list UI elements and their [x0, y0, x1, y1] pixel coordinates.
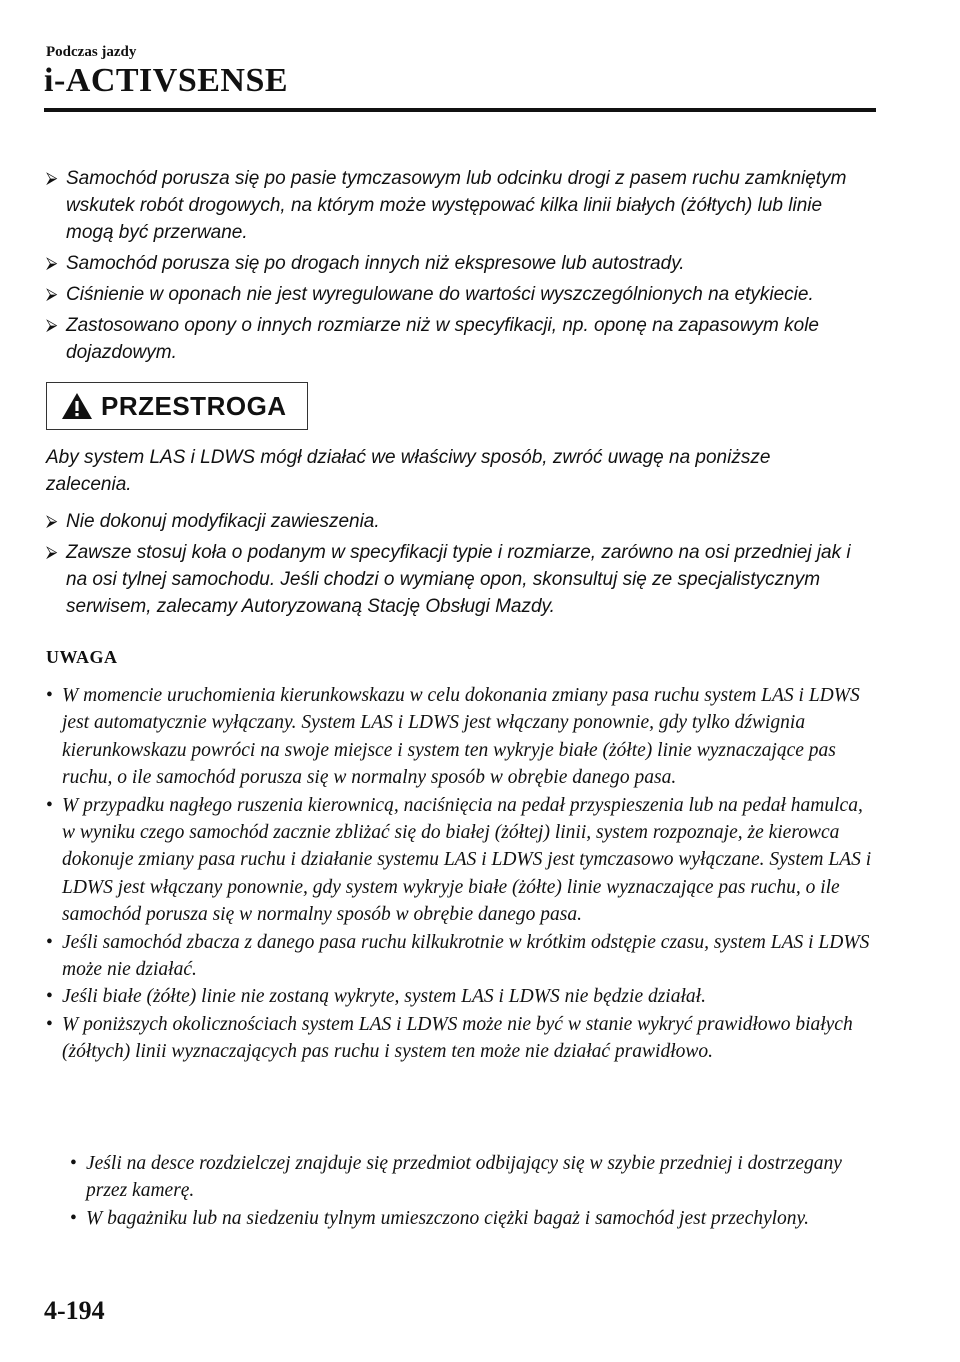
caution-label: PRZESTROGA	[101, 390, 287, 421]
note-heading: UWAGA	[46, 647, 118, 667]
list-item: ⮚ Samochód porusza się po drogach innych niż ekspresowe lub autostrady.	[46, 250, 866, 277]
dot-bullet-icon: •	[46, 794, 53, 816]
arrow-bullet-icon: ⮚	[46, 544, 58, 561]
caution-intro: Aby system LAS i LDWS mógł działać we właściwy sposób, zwróć uwagę na poniższe zalecenia.	[46, 447, 771, 495]
list-item: ⮚ Zastosowano opony o innych rozmiarze niż w specyfikacji, np. oponę na zapasowym kole dojazdowym.	[46, 312, 866, 366]
dot-bullet-icon: •	[70, 1153, 77, 1174]
dot-bullet-icon: •	[46, 685, 53, 706]
arrow-bullet-icon: ⮚	[46, 317, 58, 334]
list-item: • W poniższych okolicznościach system LAS i LDWS może nie być w stanie wykryć prawidłowo białych (żółtych) linii wyznaczających pas ruchu i system ten może nie działać prawidłowo.	[46, 1011, 876, 1066]
dot-bullet-icon: •	[46, 1013, 53, 1035]
header-rule	[44, 108, 876, 112]
page-title: i-ACTIVSENSE	[44, 62, 289, 99]
note-sublist	[70, 1150, 850, 1232]
arrow-bullet-icon: ⮚	[46, 513, 58, 530]
dot-bullet-icon: •	[46, 931, 53, 953]
list-item: • W przypadku nagłego ruszenia kierownicą, naciśnięcia na pedał przyspieszenia lub na pedał hamulca, w wyniku czego samochód zacznie zbliżać się do białej (żółtej) linii, system rozpoznaje, że kierowca dokonuje zmiany pasa ruchu i działanie systemu LAS i LDWS jest tymczasowo wyłączane. System LAS i LDWS jest włączany ponownie, gdy system wykryje białe (żółte) linie wyznaczające pas ruchu, o ile samochód porusza się w normalny sposób w obrębie danego pasa.	[46, 792, 876, 929]
caution-list	[46, 508, 866, 624]
caution-banner	[46, 382, 308, 430]
note-list	[46, 682, 876, 1066]
list-item: • W momencie uruchomienia kierunkowskazu w celu dokonania zmiany pasa ruchu system LAS i LDWS jest automatycznie wyłączany. System LAS i LDWS jest włączany ponownie, gdy tylko dźwignia kierunkowskazu powróci na swoje miejsce i system ten wykryje białe (żółte) linie wyznaczające pas ruchu, o ile samochód porusza się w normalny sposób w obrębie danego pasa.	[46, 682, 876, 792]
dot-bullet-icon: •	[70, 1207, 77, 1229]
arrow-bullet-icon: ⮚	[46, 255, 58, 272]
list-item: • W bagażniku lub na siedzeniu tylnym umieszczono ciężki bagaż i samochód jest przechylony.	[70, 1205, 850, 1232]
list-item: ⮚ Ciśnienie w oponach nie jest wyregulowane do wartości wyszczególnionych na etykiecie.	[46, 281, 866, 308]
section-name: Podczas jazdy	[46, 44, 137, 60]
list-item: • Jeśli białe (żółte) linie nie zostaną wykryte, system LAS i LDWS nie będzie działał.	[46, 983, 876, 1010]
list-item: ⮚ Nie dokonuj modyfikacji zawieszenia.	[46, 508, 866, 535]
dot-bullet-icon: •	[46, 986, 53, 1008]
warning-triangle-icon	[61, 392, 93, 420]
list-item: • Jeśli na desce rozdzielczej znajduje się przedmiot odbijający się w szybie przedniej i dostrzegany przez kamerę.	[70, 1150, 850, 1205]
page-number: 4-194	[44, 1296, 105, 1325]
conditions-list	[46, 165, 866, 370]
list-item: • Jeśli samochód zbacza z danego pasa ruchu kilkukrotnie w krótkim odstępie czasu, system LAS i LDWS może nie działać.	[46, 929, 876, 984]
arrow-bullet-icon: ⮚	[46, 286, 58, 303]
arrow-bullet-icon: ⮚	[46, 170, 58, 187]
list-item: ⮚ Samochód porusza się po pasie tymczasowym lub odcinku drogi z pasem ruchu zamkniętym wskutek robót drogowych, na którym może występować kilka linii białych (żółtych) lub linie mogą być przerwane.	[46, 165, 866, 246]
list-item: ⮚ Zawsze stosuj koła o podanym w specyfikacji typie i rozmiarze, zarówno na osi przedniej jak i na osi tylnej samochodu. Jeśli chodzi o wymianę opon, skonsultuj się ze specjalistycznym serwisem, zalecamy Autoryzowaną Stację Obsługi Mazdy.	[46, 539, 866, 620]
